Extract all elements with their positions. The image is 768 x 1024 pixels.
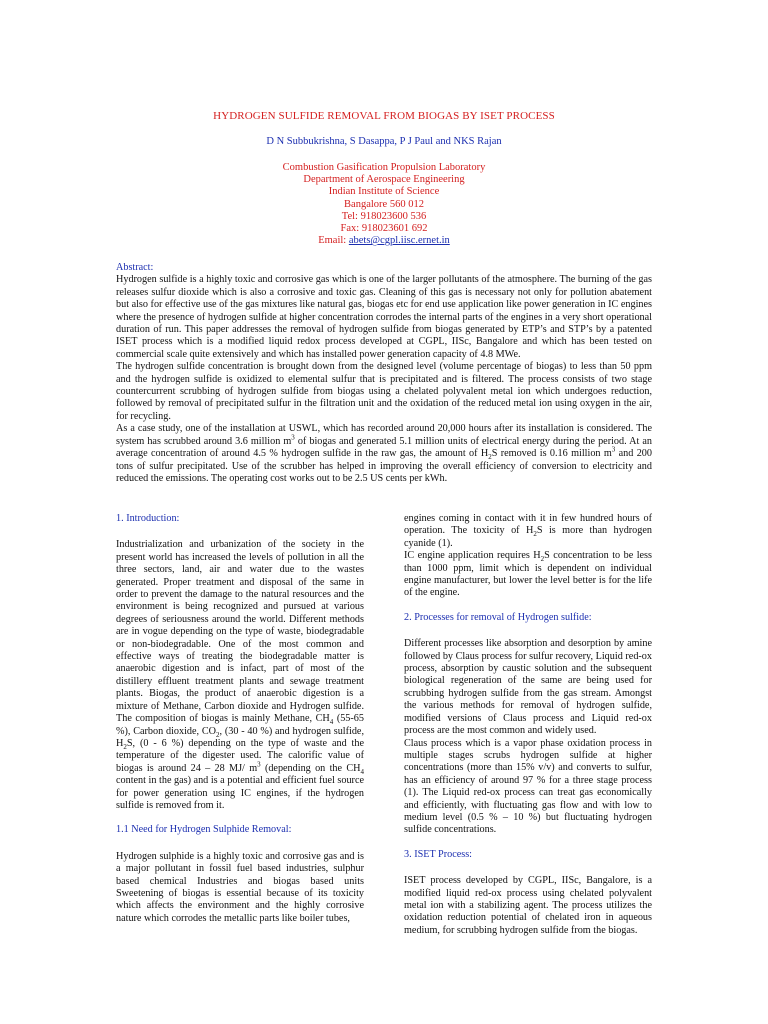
paper-title: HYDROGEN SULFIDE REMOVAL FROM BIOGAS BY ISET PROCESS [213,110,555,122]
iset-paragraph: ISET process developed by CGPL, IISc, Bangalore, is a modified liquid red-ox process using chelated polyvalent metal ion with a stabilizing agent. The process utilizes the oxidation reduction potential of chelated iron in aqueous medium, for scrubbing hydrogen sulfide from the biogas. [404,875,652,936]
section-heading-introduction: 1. Introduction: [116,513,180,524]
engine-requirement-paragraph: IC engine application requires $H_2S$ concentration to be less than 1000 ppm, limit which is dependent on individual engine manufacturer, but lower the level better is for the life of the engine. [404,550,652,599]
section-heading-iset: 3. ISET Process: [404,848,473,860]
email-label: Email: [318,235,349,247]
abstract-paragraph-3: As a case study, one of the installation at USWL, which has recorded around 20,000 hours after its installation is considered. The system has scrubbed around 3.6 million $m^3$ of biogas and generated 5.1 million units of electrical energy during the period. At an average concentration of around 4.5 % hydrogen sulfide in the raw gas, the amount of $H_2S$ removed is 0.16 million $m^3$ and 200 tons of sulfur precipitated. Use of the scrubber has helped in improving the overall efficiency of conversion to electricity and reduced the emissions. The operating cost works out to be 2.5 US cents per kWh. [116,423,652,484]
left-column [116,513,364,925]
city-address: Bangalore 560 012 [344,198,424,210]
abstract-paragraph-2: The hydrogen sulfide concentration is brought down from the designed level (volume percentage of biogas) to less than 50 ppm and the hydrogen sulfide is oxidized to elemental sulfur that is precipitated and is filtered. The process consists of two stage countercurrent scrubbing of hydrogen sulfide from biogas using a chelated polyvalent metal ion which undergoes reduction, followed by removal of precipitated sulfur in the filtration unit and the oxidation of the reduced metal ion using oxygen in the air, for recycling. [116,361,652,422]
email-line [0,235,768,247]
department-name: Department of Aerospace Engineering [303,174,465,186]
abstract-heading: Abstract: [116,262,154,273]
author-list: D N Subbukrishna, S Dasappa, P J Paul and NKS Rajan [266,136,502,147]
telephone: Tel: 918023600 536 [341,210,427,222]
processes-paragraph: Different processes like absorption and desorption by amine followed by Claus process for sulfur recovery, Liquid red-ox process, absorption by caustic solution and the subsequent biological regeneration of the same are being used for scrubbing hydrogen sulfide from the gas stream. Amongst the various methods for removal of hydrogen sulfide, modified versions of Claus process and Liquid red-ox process are the most common and widely used. [404,638,652,737]
section-heading-processes: 2. Processes for removal of Hydrogen sulfide: [404,611,592,623]
lab-name: Combustion Gasification Propulsion Laboratory [282,162,486,173]
institute-name: Indian Institute of Science [328,186,440,198]
toxicity-paragraph: engines coming in contact with it in few hundred hours of operation. The toxicity of $H_2S$ is more than hydrogen cyanide (1). [404,513,652,549]
abstract-paragraph-1: Hydrogen sulfide is a highly toxic and corrosive gas which is one of the larger pollutants of the atmosphere. The burning of the gas releases sulfur dioxide which is also a corrosive and toxic gas. Cleaning of this gas is necessary not only for pollution abatement but also for effective use of the gas mixtures like natural gas, biogas etc for end use application like power generation in IC engines where the presence of hydrogen sulfide at higher concentration corrodes the internal parts of the engines in a very short operational duration of run. This paper addresses the removal of hydrogen sulfide from biogas generated by ETP’s and STP’s by a patented ISET process which is a modified liquid redox process developed at CGPL, IISc, Bangalore and which has been tested on commercial scale quite extensively and which has installed power generation capacity of 4.8 MWe. [116,274,652,360]
need-removal-paragraph: Hydrogen sulphide is a highly toxic and corrosive gas and is a major pollutant in fossil fuel based industries, sulphur based chemical Industries and biogas based units Sweetening of biogas is essential because of its toxicity which affects the environment and the highly corrosive nature which corrodes the metallic parts like boiler tubes, [116,850,364,924]
affiliation-block [0,162,768,247]
abstract-section [116,262,652,485]
claus-paragraph: Claus process which is a vapor phase oxidation process in multiple stages scrubs hydrogen sulfide at higher concentrations (more than 15% v/v) and converts to sulfur, has an efficiency of around 97 % for a three stage process (1). The Liquid red-ox process can treat gas economically and efficiently, with fluctuating gas flow and with low to medium level (0.5 % – 10 %) but fluctuating hydrogen sulfide concentrations. [404,737,652,836]
email-link[interactable]: abets@cgpl.iisc.ernet.in [348,235,450,247]
fax: Fax: 918023601 692 [340,223,428,235]
right-column [404,513,652,937]
section-heading-need-removal: 1.1 Need for Hydrogen Sulphide Removal: [116,824,292,836]
introduction-paragraph: Industrialization and urbanization of the society in the present world has increased the levels of pollution in all the three sectors, land, air and water due to the wastes generated. Proper treatment and disposal of the same in order to prevent the damage to the natural resources and the environment is being recognized and pursued at various degrees of seriousness around the world. Different methods are in vogue depending on the type of waste, biodegradable or non-biodegradable. One of the most common and effective ways of treating the biodegradable matter is anaerobic digestion and is infact, part of most of the distillery effluent treatment plants and sewage treatment plants. Biogas, the product of anaerobic digestion is a mixture of Methane, Carbon dioxide and Hydrogen sulfide. The composition of biogas is mainly Methane, $CH_4$ (55-65 %), Carbon dioxide, $CO_2$, (30 - 40 %) and hydrogen sulfide, $H_2S$, (0 - 6 %) depending on the type of waste and the temperature of the digester used. The calorific value of biogas is around 24 – 28 MJ/ $m^3$ (depending on the $CH_4$ content in the gas) and is a potential and efficient fuel source for power generation using IC engines, if the hydrogen sulfide is removed from it. [116,539,364,811]
